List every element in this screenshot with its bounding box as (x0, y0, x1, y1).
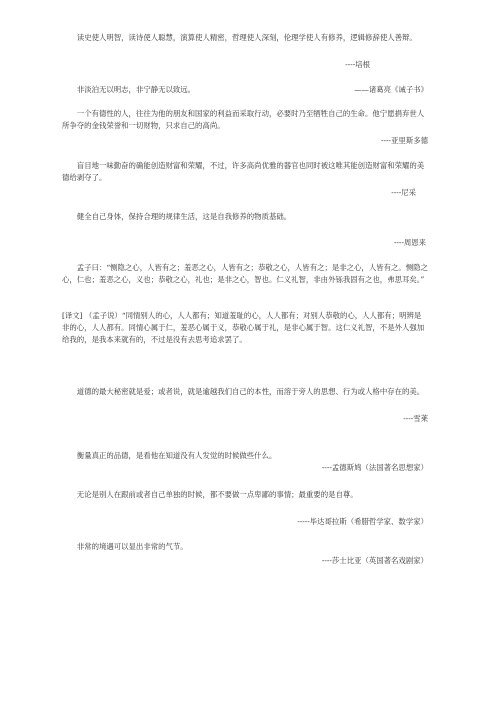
quote-attribution: ----孟德斯鸠（法国著名思想家） (321, 463, 428, 472)
quote-text: 非常的境遇可以显出非常的气节。 (76, 542, 188, 551)
quote-attribution: -----毕达哥拉斯（希腊哲学家、数学家） (297, 517, 428, 526)
quote-attribution: ----周恩来 (393, 238, 426, 247)
quote-text: 健全自己身体，保持合理的规律生活，这是自我修养的物质基础。 (76, 212, 292, 221)
quote-attribution: ----培根 (345, 60, 370, 69)
quote-text: 一个有德性的人，往往为他的朋友和国家的利益而采取行动，必要时乃至牺牲自己的生命。他宁愿捐弃世人所争夺的金钱荣誉和一切财物，只求自己的高尚。 (62, 109, 425, 131)
quote-text: 盲目地一味勤奋的确能创造财富和荣耀，不过，许多高尚优雅的器官也同时被这唯其能创造财富和荣耀的美德给剥夺了。 (62, 161, 425, 183)
quote-text: 读史使人明智，读诗使人聪慧，演算使人精密，哲理使人深刻，伦理学使人有修养，逻辑修辞使人善辩。 (76, 33, 417, 42)
quote-attribution: ----亚里斯多德 (381, 136, 428, 145)
quote-text: 孟子曰：“恻隐之心，人皆有之；羞恶之心，人皆有之；恭敬之心，人皆有之；是非之心，人皆有之。恻隐之心，仁也；羞恶之心，义也；恭敬之心，礼也；是非之心，智也。仁义礼智，非由外铄我固有之也，弗思耳矣。” (62, 263, 428, 285)
quote-translation: [译文] （孟子说）“同情别人的心，人人都有；知道羞耻的心，人人都有；对别人恭敬的心，人人都有；明辨是非的心，人人都有。同情心属于仁，羞恶心属于义，恭敬心属于礼，是非心属于智。这仁义礼智，不是外人强加给我的，是我本来就有的，不过是没有去思考追求罢了。 (62, 311, 425, 345)
quote-attribution: ----雪莱 (403, 414, 428, 423)
quote-text: 非淡泊无以明志，非宁静无以致远。 (76, 85, 196, 94)
quote-attribution: ----莎士比亚（英国著名戏剧家） (321, 556, 428, 565)
quote-text: 衡量真正的品德，是看他在知道没有人发觉的时候做些什么。 (76, 451, 277, 460)
quote-text: 无论是别人在跟前或者自己单独的时候，都不要做一点卑鄙的事情；最重要的是自尊。 (76, 490, 358, 499)
quote-text: 道德的最大秘密就是爱；或者说，就是逾越我们自己的本性，而溶于旁人的思想、行为或人格中存在的美。 (76, 387, 425, 396)
quote-attribution: ----尼采 (391, 188, 416, 197)
quote-attribution: ——诸葛亮《诫子书》 (354, 85, 428, 94)
